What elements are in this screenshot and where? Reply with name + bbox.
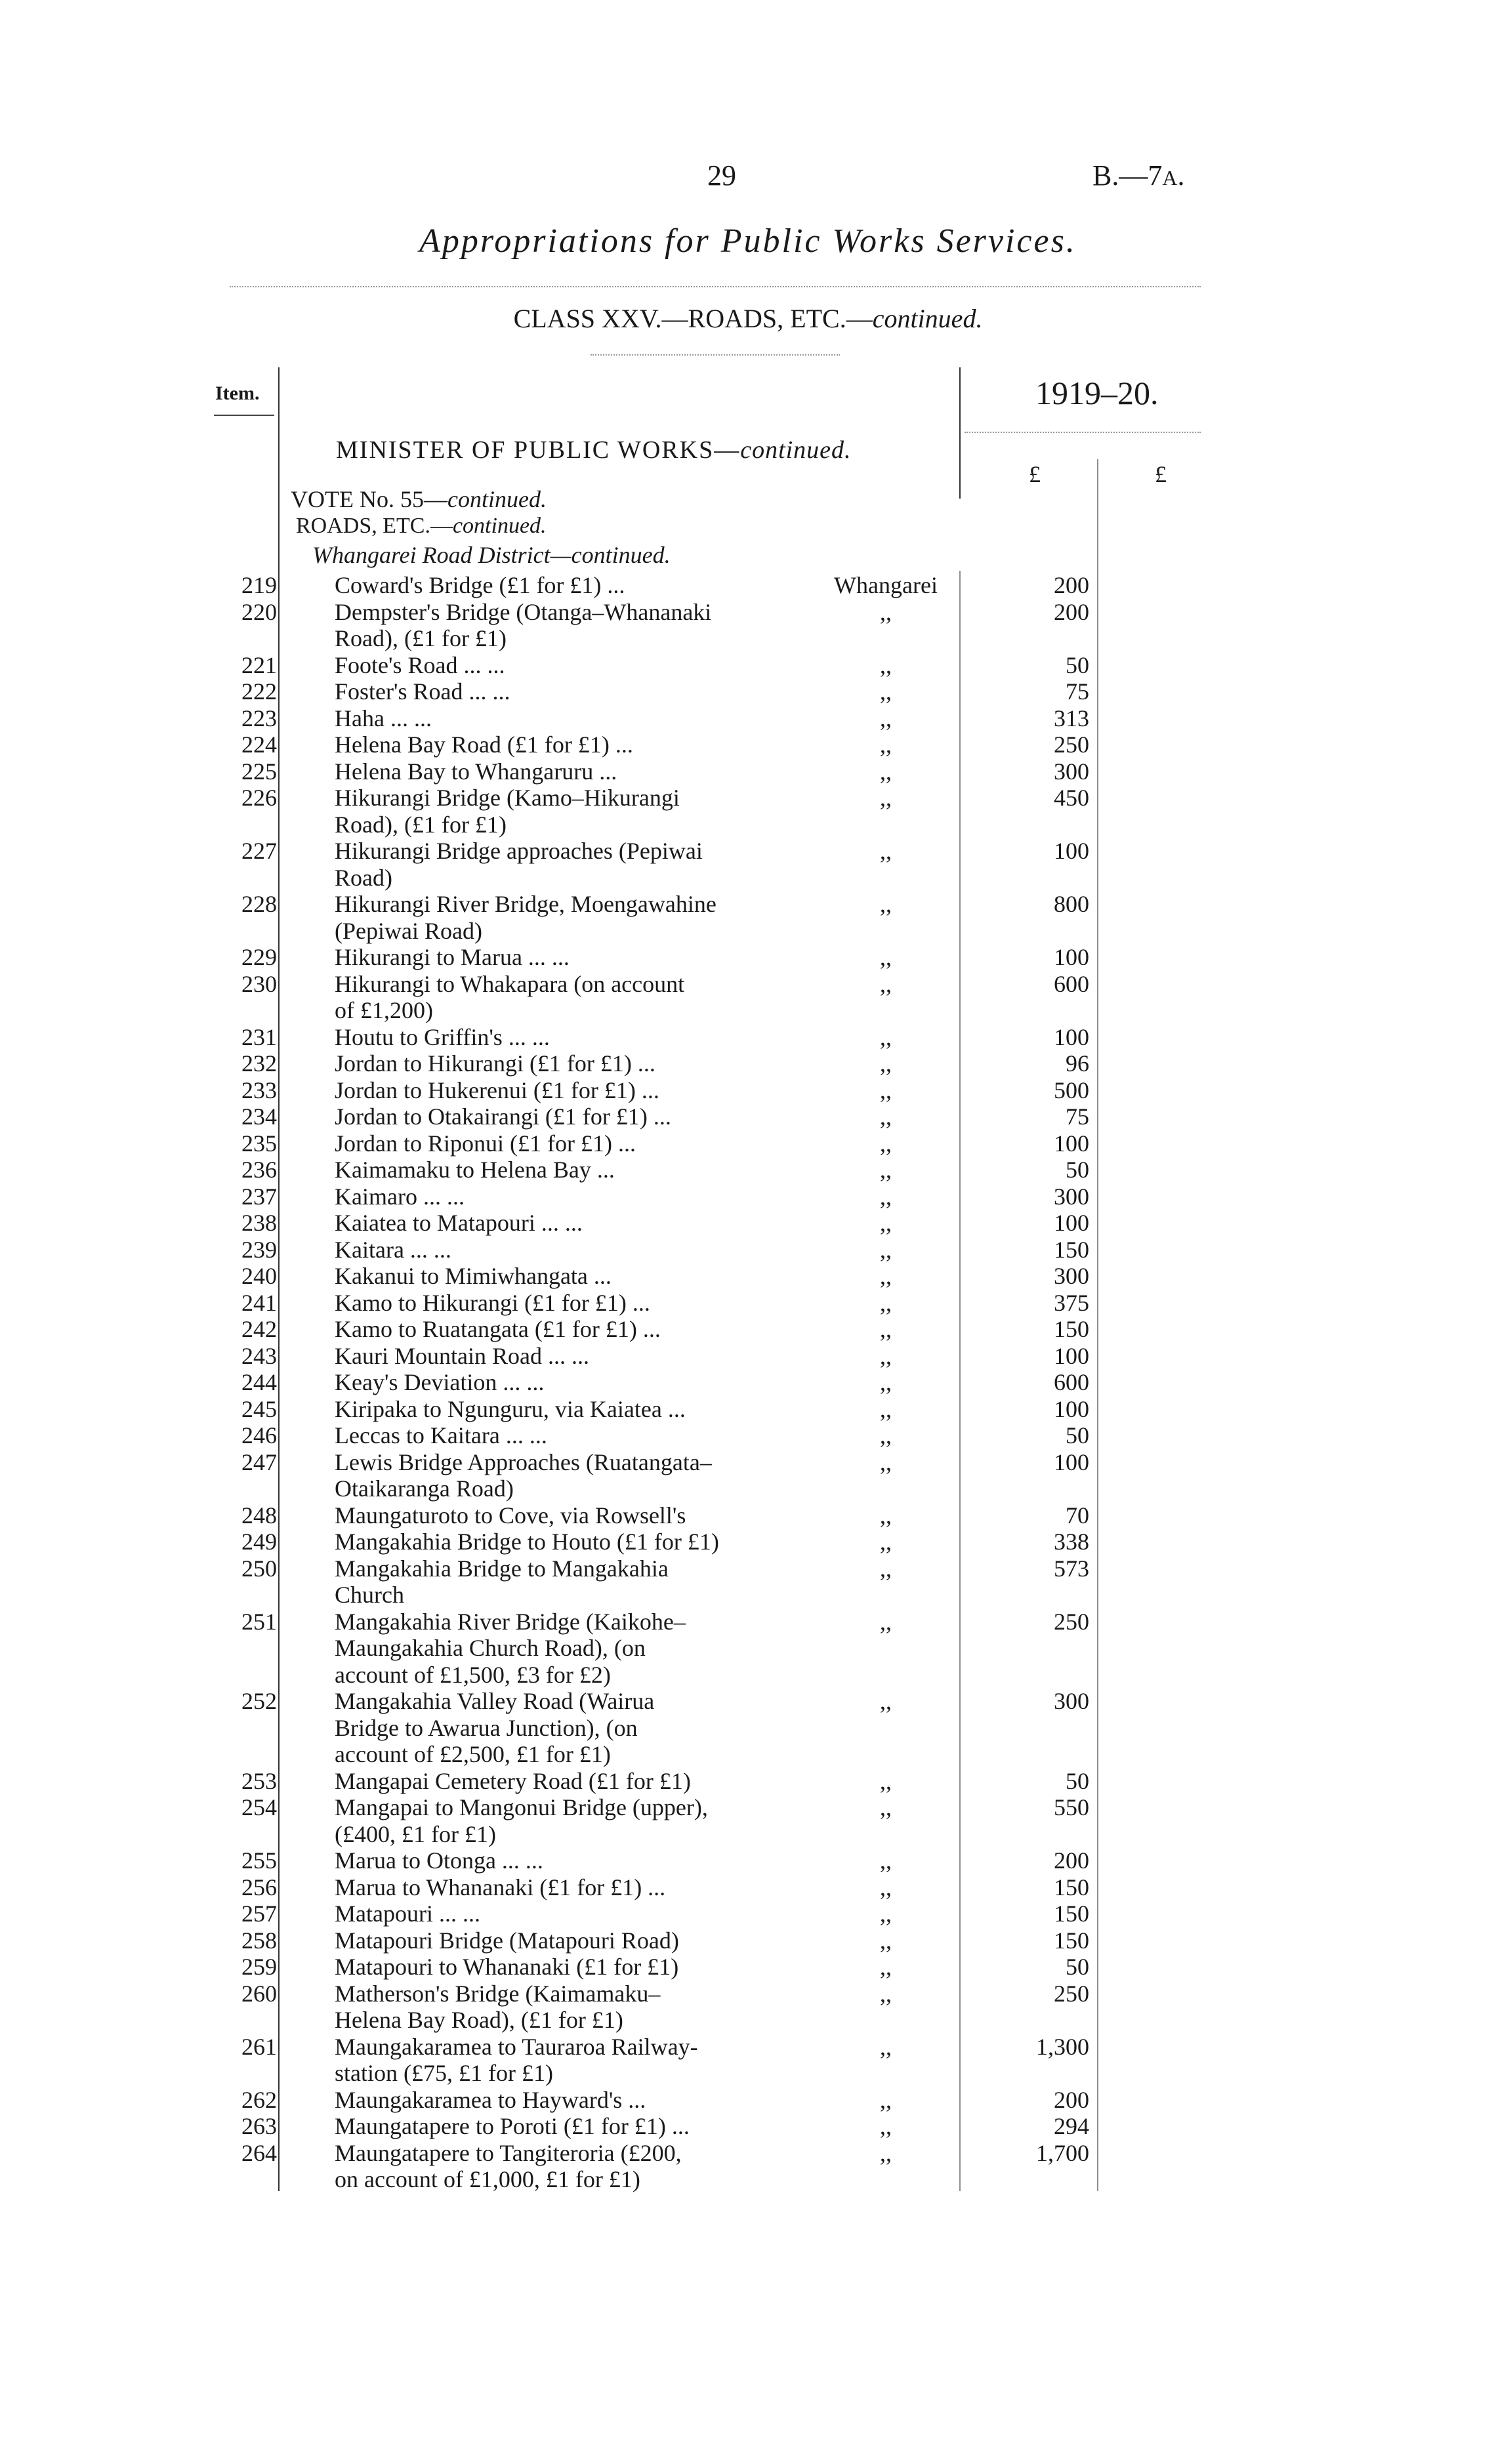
item-number: 226 <box>241 785 277 811</box>
item-amount: 250 <box>1054 731 1089 758</box>
item-district: ,, <box>880 705 892 731</box>
item-amount: 550 <box>1054 1794 1089 1820</box>
item-amount: 1,700 <box>1036 2139 1089 2166</box>
item-description: Kaiatea to Matapouri ... ... <box>335 1210 583 1236</box>
table-row <box>0 1449 1496 1502</box>
item-number: 241 <box>241 1289 277 1316</box>
item-amount: 200 <box>1054 2086 1089 2113</box>
table-row <box>0 2140 1496 2193</box>
item-amount: 70 <box>1066 1502 1089 1529</box>
item-amount: 800 <box>1054 891 1089 917</box>
table-row <box>0 1077 1496 1104</box>
item-amount: 100 <box>1054 838 1089 864</box>
item-district: ,, <box>880 1289 892 1316</box>
item-description: Matapouri Bridge (Matapouri Road) <box>335 1927 679 1954</box>
table-row <box>0 705 1496 732</box>
item-description: Helena Bay to Whangaruru ... <box>335 758 617 785</box>
item-district: ,, <box>880 1023 892 1050</box>
item-district: ,, <box>880 1342 892 1369</box>
item-number: 256 <box>241 1874 277 1900</box>
item-description: Lewis Bridge Approaches (Ruatangata– Otaikaranga Road) <box>335 1448 712 1502</box>
page-number: 29 <box>707 159 736 192</box>
item-amount: 200 <box>1054 1847 1089 1874</box>
item-amount: 100 <box>1054 1395 1089 1422</box>
item-description: Jordan to Hukerenui (£1 for £1) ... <box>335 1077 659 1103</box>
item-number: 219 <box>241 572 277 598</box>
item-description: Dempster's Bridge (Otanga–Whananaki Road), (£1 for £1) <box>335 598 712 651</box>
table-row <box>0 731 1496 758</box>
item-district: ,, <box>880 1980 892 2007</box>
item-amount: 150 <box>1054 1874 1089 1900</box>
item-description: Kaitara ... ... <box>335 1236 451 1263</box>
item-description: Mangakahia Bridge to Mangakahia Church <box>335 1555 669 1608</box>
item-district: ,, <box>880 651 892 678</box>
item-district: ,, <box>880 1130 892 1157</box>
item-description: Kauri Mountain Road ... ... <box>335 1342 589 1369</box>
item-district: ,, <box>880 678 892 705</box>
table-row <box>0 2087 1496 2114</box>
item-description: Maungakaramea to Tauraroa Railway- station (£75, £1 for £1) <box>335 2033 698 2086</box>
item-district: ,, <box>880 891 892 917</box>
item-district: ,, <box>880 1529 892 1555</box>
item-amount: 450 <box>1054 785 1089 811</box>
table-row <box>0 1768 1496 1795</box>
item-description: Kaimaro ... ... <box>335 1183 465 1210</box>
item-amount: 300 <box>1054 1183 1089 1210</box>
item-district: ,, <box>880 1103 892 1130</box>
item-number: 264 <box>241 2139 277 2166</box>
item-district: ,, <box>880 1608 892 1635</box>
item-amount: 294 <box>1054 2113 1089 2139</box>
item-district: ,, <box>880 785 892 811</box>
item-amount: 1,300 <box>1036 2033 1089 2060</box>
item-description: Mangapai Cemetery Road (£1 for £1) <box>335 1767 691 1794</box>
item-number: 253 <box>241 1767 277 1794</box>
item-amount: 300 <box>1054 758 1089 785</box>
item-number: 258 <box>241 1927 277 1954</box>
item-number: 259 <box>241 1954 277 1980</box>
item-district: ,, <box>880 838 892 864</box>
item-district: ,, <box>880 1502 892 1529</box>
item-number: 249 <box>241 1529 277 1555</box>
table-row <box>0 1874 1496 1901</box>
item-district: ,, <box>880 1157 892 1183</box>
roads-heading-continued: continued. <box>452 514 547 538</box>
item-district: ,, <box>880 1210 892 1236</box>
item-description: Matapouri to Whananaki (£1 for £1) <box>335 1954 679 1980</box>
item-description: Hikurangi River Bridge, Moengawahine (Pepiwai Road) <box>335 891 717 944</box>
table-row <box>0 572 1496 599</box>
item-description: Marua to Otonga ... ... <box>335 1847 543 1874</box>
table-row <box>0 758 1496 785</box>
table-row <box>0 838 1496 891</box>
item-number: 220 <box>241 598 277 625</box>
item-number: 225 <box>241 758 277 785</box>
item-district: ,, <box>880 1448 892 1475</box>
item-number: 255 <box>241 1847 277 1874</box>
table-row <box>0 1369 1496 1396</box>
item-number: 231 <box>241 1023 277 1050</box>
minister-heading-text: MINISTER OF PUBLIC WORKS— <box>336 436 741 464</box>
item-number: 227 <box>241 838 277 864</box>
item-district: ,, <box>880 731 892 758</box>
item-number: 254 <box>241 1794 277 1820</box>
item-description: Foster's Road ... ... <box>335 678 510 705</box>
item-amount: 200 <box>1054 572 1089 598</box>
table-row <box>0 1847 1496 1874</box>
class-heading-text: CLASS XXV.—ROADS, ETC.— <box>513 304 873 333</box>
item-district: ,, <box>880 2086 892 2113</box>
item-description: Kamo to Hikurangi (£1 for £1) ... <box>335 1289 650 1316</box>
item-amount: 150 <box>1054 1900 1089 1927</box>
table-row <box>0 1555 1496 1609</box>
item-description: Houtu to Griffin's ... ... <box>335 1023 550 1050</box>
item-number: 233 <box>241 1077 277 1103</box>
item-district: ,, <box>880 1369 892 1395</box>
item-number: 260 <box>241 1980 277 2007</box>
item-district: ,, <box>880 1236 892 1263</box>
vote-heading-text: VOTE No. 55— <box>291 486 447 512</box>
table-row <box>0 891 1496 944</box>
item-amount: 600 <box>1054 1369 1089 1395</box>
item-number: 252 <box>241 1688 277 1714</box>
item-amount: 300 <box>1054 1688 1089 1714</box>
table-row <box>0 1529 1496 1555</box>
item-description: Coward's Bridge (£1 for £1) ... <box>335 572 625 598</box>
item-description: Jordan to Riponui (£1 for £1) ... <box>335 1130 636 1157</box>
table-row <box>0 1688 1496 1768</box>
table-row <box>0 1157 1496 1183</box>
item-description: Jordan to Hikurangi (£1 for £1) ... <box>335 1050 655 1077</box>
table-row <box>0 652 1496 679</box>
item-district: ,, <box>880 1688 892 1714</box>
item-amount: 50 <box>1066 1422 1089 1448</box>
item-amount: 338 <box>1054 1529 1089 1555</box>
roads-heading-text: ROADS, ETC.— <box>296 514 453 538</box>
item-district: ,, <box>880 1900 892 1927</box>
item-description: Foote's Road ... ... <box>335 651 505 678</box>
item-description: Matherson's Bridge (Kaimamaku– Helena Bay Road), (£1 for £1) <box>335 1980 661 2033</box>
item-number: 237 <box>241 1183 277 1210</box>
item-amount: 573 <box>1054 1555 1089 1582</box>
item-district: ,, <box>880 1954 892 1980</box>
item-number: 247 <box>241 1448 277 1475</box>
item-description: Kiripaka to Ngunguru, via Kaiatea ... <box>335 1395 686 1422</box>
item-district: ,, <box>880 2113 892 2139</box>
class-heading-continued: continued. <box>872 304 983 333</box>
vote-heading-continued: continued. <box>447 486 547 512</box>
item-number: 223 <box>241 705 277 731</box>
item-district: ,, <box>880 758 892 785</box>
item-description: Matapouri ... ... <box>335 1900 480 1927</box>
item-district: ,, <box>880 1263 892 1289</box>
item-amount: 250 <box>1054 1608 1089 1635</box>
item-number: 230 <box>241 970 277 997</box>
item-amount: 250 <box>1054 1980 1089 2007</box>
item-district: Whangarei <box>834 572 938 598</box>
item-amount: 75 <box>1066 678 1089 705</box>
item-description: Hikurangi Bridge approaches (Pepiwai Road) <box>335 838 703 891</box>
item-number: 243 <box>241 1342 277 1369</box>
table-row <box>0 1343 1496 1370</box>
table-row <box>0 1981 1496 2034</box>
document-code-suffix: A <box>1162 166 1178 190</box>
item-amount: 50 <box>1066 1767 1089 1794</box>
item-amount: 75 <box>1066 1103 1089 1130</box>
table-row <box>0 1316 1496 1343</box>
item-number: 261 <box>241 2033 277 2060</box>
item-description: Marua to Whananaki (£1 for £1) ... <box>335 1874 666 1900</box>
item-district: ,, <box>880 1395 892 1422</box>
item-amount: 313 <box>1054 705 1089 731</box>
table-row <box>0 1210 1496 1237</box>
table-row <box>0 971 1496 1024</box>
item-number: 224 <box>241 731 277 758</box>
table-row <box>0 1290 1496 1317</box>
item-description: Mangakahia Valley Road (Wairua Bridge to Awarua Junction), (on account of £2,500, £1 for £1) <box>335 1688 655 1767</box>
item-description: Mangakahia Bridge to Houto (£1 for £1) <box>335 1529 719 1555</box>
year-column-header: 1919–20. <box>1035 375 1159 411</box>
district-heading: Whangarei Road District—continued. <box>312 542 671 568</box>
table-row <box>0 1237 1496 1263</box>
table-row <box>0 1900 1496 1927</box>
item-amount: 200 <box>1054 598 1089 625</box>
table-row <box>0 1396 1496 1423</box>
table-row <box>0 1183 1496 1210</box>
table-row <box>0 1024 1496 1051</box>
item-amount: 50 <box>1066 1157 1089 1183</box>
table-row <box>0 1794 1496 1847</box>
minister-heading-continued: continued. <box>740 436 852 464</box>
table-row <box>0 1050 1496 1077</box>
pound-column-header-2: £ <box>1155 461 1167 487</box>
item-number: 240 <box>241 1263 277 1289</box>
item-amount: 600 <box>1054 970 1089 997</box>
item-district: ,, <box>880 1767 892 1794</box>
item-description: Hikurangi to Whakapara (on account of £1,200) <box>335 970 685 1023</box>
item-amount: 150 <box>1054 1316 1089 1342</box>
table-row <box>0 678 1496 705</box>
item-district: ,, <box>880 970 892 997</box>
item-number: 251 <box>241 1608 277 1635</box>
item-description: Keay's Deviation ... ... <box>335 1369 545 1395</box>
item-number: 235 <box>241 1130 277 1157</box>
item-district: ,, <box>880 1316 892 1342</box>
item-number: 263 <box>241 2113 277 2139</box>
item-district: ,, <box>880 944 892 970</box>
document-code-end: . <box>1177 159 1185 192</box>
item-description: Maungatapere to Tangiteroria (£200, on account of £1,000, £1 for £1) <box>335 2139 682 2192</box>
item-column-header: Item. <box>215 382 260 404</box>
item-district: ,, <box>880 1927 892 1954</box>
item-description: Kamo to Ruatangata (£1 for £1) ... <box>335 1316 661 1342</box>
item-amount: 96 <box>1066 1050 1089 1077</box>
item-district: ,, <box>880 1183 892 1210</box>
item-number: 262 <box>241 2086 277 2113</box>
item-district: ,, <box>880 1874 892 1900</box>
item-amount: 50 <box>1066 1954 1089 1980</box>
table-row <box>0 2113 1496 2140</box>
item-description: Kakanui to Mimiwhangata ... <box>335 1263 612 1289</box>
item-amount: 100 <box>1054 1448 1089 1475</box>
item-number: 232 <box>241 1050 277 1077</box>
item-amount: 100 <box>1054 944 1089 970</box>
item-description: Hikurangi to Marua ... ... <box>335 944 570 970</box>
table-row <box>0 1103 1496 1130</box>
item-description: Mangapai to Mangonui Bridge (upper), (£400, £1 for £1) <box>335 1794 708 1847</box>
item-district: ,, <box>880 2139 892 2166</box>
item-number: 234 <box>241 1103 277 1130</box>
item-number: 238 <box>241 1210 277 1236</box>
item-number: 250 <box>241 1555 277 1582</box>
item-number: 244 <box>241 1369 277 1395</box>
item-number: 245 <box>241 1395 277 1422</box>
item-amount: 50 <box>1066 651 1089 678</box>
item-district: ,, <box>880 1077 892 1103</box>
item-number: 248 <box>241 1502 277 1529</box>
item-number: 236 <box>241 1157 277 1183</box>
item-amount: 100 <box>1054 1023 1089 1050</box>
item-description: Hikurangi Bridge (Kamo–Hikurangi Road), (£1 for £1) <box>335 785 680 838</box>
item-number: 222 <box>241 678 277 705</box>
item-number: 257 <box>241 1900 277 1927</box>
table-row <box>0 1263 1496 1290</box>
document-code-main: B.—7 <box>1092 159 1163 192</box>
item-amount: 500 <box>1054 1077 1089 1103</box>
item-amount: 100 <box>1054 1210 1089 1236</box>
item-description: Helena Bay Road (£1 for £1) ... <box>335 731 633 758</box>
item-description: Maungaturoto to Cove, via Rowsell's <box>335 1502 686 1529</box>
table-row <box>0 1954 1496 1981</box>
item-amount: 150 <box>1054 1927 1089 1954</box>
pound-column-header-1: £ <box>1029 461 1041 487</box>
item-description: Haha ... ... <box>335 705 432 731</box>
table-row <box>0 1927 1496 1954</box>
item-amount: 100 <box>1054 1342 1089 1369</box>
item-district: ,, <box>880 1422 892 1448</box>
table-row <box>0 785 1496 838</box>
item-description: Mangakahia River Bridge (Kaikohe– Maungakahia Church Road), (on account of £1,500, £3 for £2) <box>335 1608 686 1688</box>
table-row <box>0 1130 1496 1157</box>
item-district: ,, <box>880 2033 892 2060</box>
table-row <box>0 944 1496 971</box>
item-district: ,, <box>880 1847 892 1874</box>
item-district: ,, <box>880 1555 892 1582</box>
item-description: Jordan to Otakairangi (£1 for £1) ... <box>335 1103 671 1130</box>
item-number: 239 <box>241 1236 277 1263</box>
item-district: ,, <box>880 598 892 625</box>
page-title: Appropriations for Public Works Services. <box>419 222 1077 260</box>
item-description: Maungatapere to Poroti (£1 for £1) ... <box>335 2113 690 2139</box>
item-number: 242 <box>241 1316 277 1342</box>
item-number: 229 <box>241 944 277 970</box>
item-description: Maungakaramea to Hayward's ... <box>335 2086 646 2113</box>
table-row <box>0 1422 1496 1449</box>
item-description: Kaimamaku to Helena Bay ... <box>335 1157 615 1183</box>
item-number: 228 <box>241 891 277 917</box>
item-number: 246 <box>241 1422 277 1448</box>
item-district: ,, <box>880 1050 892 1077</box>
item-district: ,, <box>880 1794 892 1820</box>
item-amount: 150 <box>1054 1236 1089 1263</box>
item-number: 221 <box>241 651 277 678</box>
table-row <box>0 2034 1496 2087</box>
table-row <box>0 1502 1496 1529</box>
item-amount: 100 <box>1054 1130 1089 1157</box>
item-amount: 375 <box>1054 1289 1089 1316</box>
item-amount: 300 <box>1054 1263 1089 1289</box>
table-row <box>0 599 1496 652</box>
table-row <box>0 1609 1496 1689</box>
item-description: Leccas to Kaitara ... ... <box>335 1422 547 1448</box>
